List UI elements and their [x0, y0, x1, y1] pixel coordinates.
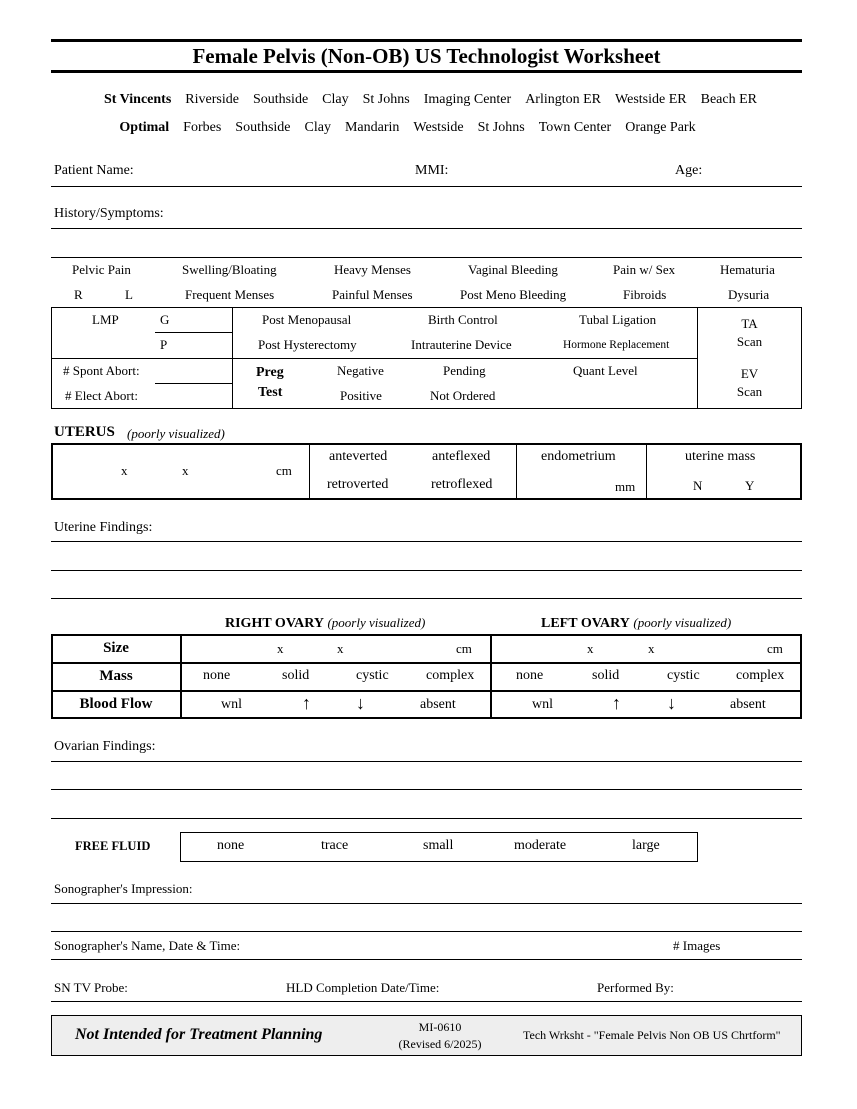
free-fluid-option[interactable]: large: [632, 838, 660, 853]
endometrium-label: endometrium: [541, 449, 616, 464]
left-ovary-mass-option[interactable]: solid: [592, 668, 620, 683]
site-row-optimal: [32, 120, 783, 136]
ovarian-findings-line[interactable]: [51, 818, 802, 819]
site-option[interactable]: Riverside: [185, 92, 239, 107]
age-label: Age:: [675, 163, 703, 178]
ta-label[interactable]: TA: [741, 316, 758, 331]
preg-option[interactable]: Pending: [443, 363, 486, 378]
ovarian-findings-line[interactable]: [51, 789, 802, 790]
right-ovary-heading: [225, 615, 425, 632]
uterus-cm: cm: [276, 463, 292, 478]
ev-label[interactable]: EV: [740, 366, 759, 381]
hx-option[interactable]: Birth Control: [428, 312, 498, 327]
free-fluid-option[interactable]: trace: [321, 838, 349, 853]
ta-scan-label[interactable]: Scan: [736, 334, 763, 349]
uterine-findings-line[interactable]: [51, 570, 802, 571]
right-ovary-flow-up-arrow[interactable]: ↑: [302, 693, 311, 713]
ovarian-findings-line[interactable]: [51, 761, 802, 762]
free-fluid-option[interactable]: none: [217, 838, 245, 853]
ovary-cm: cm: [456, 641, 472, 656]
left-ovary-poor-vis[interactable]: (poorly visualized): [633, 615, 732, 630]
site-option[interactable]: St Johns: [477, 120, 525, 135]
endometrium-mm: mm: [615, 479, 636, 494]
probe-line[interactable]: [51, 1001, 802, 1002]
gravida-label: G: [160, 312, 170, 327]
abort-line: [155, 383, 232, 384]
site-option[interactable]: Beach ER: [700, 92, 757, 107]
page-title: Female Pelvis (Non-OB) US Technologist Worksheet: [192, 44, 661, 68]
side-left-option[interactable]: L: [125, 287, 133, 302]
uterus-option[interactable]: retroverted: [327, 477, 389, 492]
tv-probe-label: SN TV Probe:: [54, 980, 128, 995]
symptom-option[interactable]: Pain w/ Sex: [613, 262, 676, 277]
uterus-x: x: [121, 463, 128, 478]
ovary-size-label: Size: [103, 640, 129, 656]
symptom-option[interactable]: Dysuria: [728, 287, 770, 302]
site-option[interactable]: Southside: [252, 92, 309, 107]
ovary-flow-label: Blood Flow: [79, 696, 153, 712]
left-ovary-flow-option[interactable]: wnl: [532, 697, 553, 712]
impression-label: Sonographer's Impression:: [54, 881, 193, 896]
ovary-side-divider: [490, 634, 492, 719]
uterus-option[interactable]: retroflexed: [431, 477, 493, 492]
site-option[interactable]: Town Center: [538, 120, 612, 135]
hx-option[interactable]: Tubal Ligation: [579, 312, 657, 327]
impression-line[interactable]: [51, 931, 802, 932]
free-fluid-option[interactable]: moderate: [514, 838, 567, 853]
right-ovary-flow-option[interactable]: wnl: [221, 697, 242, 712]
ob-box-midline: [51, 358, 697, 359]
ovary-x: x: [587, 641, 594, 656]
right-ovary-mass-option[interactable]: none: [203, 668, 231, 683]
symptom-option[interactable]: Fibroids: [623, 287, 667, 302]
hld-completion-label: HLD Completion Date/Time:: [286, 980, 440, 995]
site-option[interactable]: Imaging Center: [423, 92, 512, 107]
free-fluid-label: FREE FLUID: [75, 839, 151, 853]
uterus-divider: [309, 443, 310, 500]
hx-option[interactable]: Post Hysterectomy: [258, 337, 357, 352]
uterus-x: x: [182, 463, 189, 478]
uterus-divider: [646, 443, 647, 500]
symptom-option[interactable]: Hematuria: [720, 262, 775, 277]
uterine-findings-line[interactable]: [51, 598, 802, 599]
site-group-label: St Vincents: [103, 92, 172, 107]
site-option[interactable]: Forbes: [183, 120, 222, 135]
history-line-1[interactable]: [51, 228, 802, 229]
quant-level-label[interactable]: Quant Level: [573, 363, 638, 378]
left-ovary-title: LEFT OVARY: [541, 616, 630, 631]
site-option[interactable]: Mandarin: [344, 120, 400, 135]
free-fluid-option[interactable]: small: [423, 838, 454, 853]
history-label: History/Symptoms:: [54, 206, 164, 221]
test-label: Test: [258, 385, 283, 400]
side-right-option[interactable]: R: [74, 287, 83, 302]
sonographer-name-label: Sonographer's Name, Date & Time:: [54, 938, 241, 953]
left-ovary-mass-option[interactable]: complex: [736, 668, 785, 683]
site-option[interactable]: Orange Park: [625, 120, 696, 135]
site-option[interactable]: Clay: [304, 120, 331, 135]
right-ovary-mass-option[interactable]: cystic: [356, 668, 389, 683]
form-code: MI-0610: [418, 1020, 462, 1034]
ovary-x: x: [277, 641, 284, 656]
uterine-mass-no[interactable]: N: [693, 478, 703, 493]
right-ovary-flow-down-arrow[interactable]: ↓: [356, 693, 365, 713]
uterus-poor-vis[interactable]: (poorly visualized): [127, 426, 225, 441]
spont-abort-label: # Spont Abort:: [63, 363, 140, 378]
ovarian-findings-label: Ovarian Findings:: [54, 739, 156, 754]
symptom-option[interactable]: Swelling/Bloating: [182, 262, 277, 277]
hx-option[interactable]: Post Menopausal: [262, 312, 352, 327]
images-count-label: # Images: [673, 938, 721, 953]
patient-line[interactable]: [51, 186, 802, 187]
preg-option[interactable]: Not Ordered: [430, 388, 496, 403]
right-ovary-title: RIGHT OVARY: [225, 616, 324, 631]
uterine-mass-yes[interactable]: Y: [745, 478, 755, 493]
right-ovary-flow-option[interactable]: absent: [420, 697, 456, 712]
site-row-st-vincents: [55, 92, 806, 108]
title-rule-bottom: [51, 70, 802, 73]
elect-abort-label: # Elect Abort:: [65, 388, 138, 403]
title-rule-top: [51, 39, 802, 42]
site-option[interactable]: St Johns: [362, 92, 410, 107]
preg-option[interactable]: Negative: [337, 363, 384, 378]
left-ovary-flow-down-arrow[interactable]: ↓: [667, 693, 676, 713]
lmp-label: LMP: [92, 312, 119, 327]
uterus-option[interactable]: anteflexed: [432, 449, 491, 464]
right-ovary-mass-option[interactable]: complex: [426, 668, 475, 683]
left-ovary-mass-option[interactable]: none: [516, 668, 544, 683]
form-revision: (Revised 6/2025): [398, 1037, 482, 1051]
site-option[interactable]: Westside: [413, 120, 464, 135]
hx-option[interactable]: Hormone Replacement: [563, 339, 670, 351]
ovary-cm: cm: [767, 641, 783, 656]
ovary-x: x: [648, 641, 655, 656]
para-label: P: [160, 337, 168, 352]
right-ovary-mass-option[interactable]: solid: [282, 668, 310, 683]
uterus-divider: [516, 443, 517, 500]
site-option[interactable]: Clay: [322, 92, 349, 107]
mmi-label: MMI:: [415, 163, 449, 178]
uterus-option[interactable]: anteverted: [329, 449, 388, 464]
impression-line[interactable]: [51, 903, 802, 904]
chart-form-name: Tech Wrksht - "Female Pelvis Non OB US Chrtform": [523, 1028, 781, 1042]
g-line: [155, 332, 232, 333]
ovary-row-line: [51, 662, 802, 664]
site-option[interactable]: Southside: [235, 120, 291, 135]
hx-option[interactable]: Intrauterine Device: [411, 337, 512, 352]
symptom-option[interactable]: Pelvic Pain: [72, 262, 131, 277]
ovary-row-line: [51, 690, 802, 692]
left-ovary-flow-up-arrow[interactable]: ↑: [612, 693, 621, 713]
symptom-option[interactable]: Frequent Menses: [185, 287, 275, 302]
uterine-mass-label: uterine mass: [685, 449, 756, 464]
symptom-option[interactable]: Heavy Menses: [334, 262, 411, 277]
performed-by-label: Performed By:: [597, 980, 674, 995]
symptom-option[interactable]: Vaginal Bleeding: [468, 262, 558, 277]
left-ovary-flow-option[interactable]: absent: [730, 697, 766, 712]
ev-scan-label[interactable]: Scan: [736, 384, 763, 399]
left-ovary-heading: [541, 615, 731, 632]
site-option[interactable]: Arlington ER: [525, 92, 602, 107]
right-ovary-poor-vis[interactable]: (poorly visualized): [327, 615, 426, 630]
uterine-findings-line[interactable]: [51, 541, 802, 542]
footer-warning: Not Intended for Treatment Planning: [75, 1026, 323, 1043]
ovary-x: x: [337, 641, 344, 656]
preg-label: Preg: [256, 365, 284, 380]
site-option[interactable]: Westside ER: [615, 92, 687, 107]
ovary-mass-label: Mass: [99, 668, 133, 684]
uterine-findings-label: Uterine Findings:: [54, 520, 153, 535]
history-line-2[interactable]: [51, 257, 802, 258]
symptom-option[interactable]: Painful Menses: [332, 287, 413, 302]
site-group-label: Optimal: [119, 120, 170, 135]
uterus-heading: UTERUS: [54, 424, 115, 440]
preg-option[interactable]: Positive: [340, 388, 382, 403]
symptom-option[interactable]: Post Meno Bleeding: [460, 287, 567, 302]
patient-name-label: Patient Name:: [54, 163, 134, 178]
left-ovary-mass-option[interactable]: cystic: [667, 668, 700, 683]
sonographer-name-line[interactable]: [51, 959, 802, 960]
